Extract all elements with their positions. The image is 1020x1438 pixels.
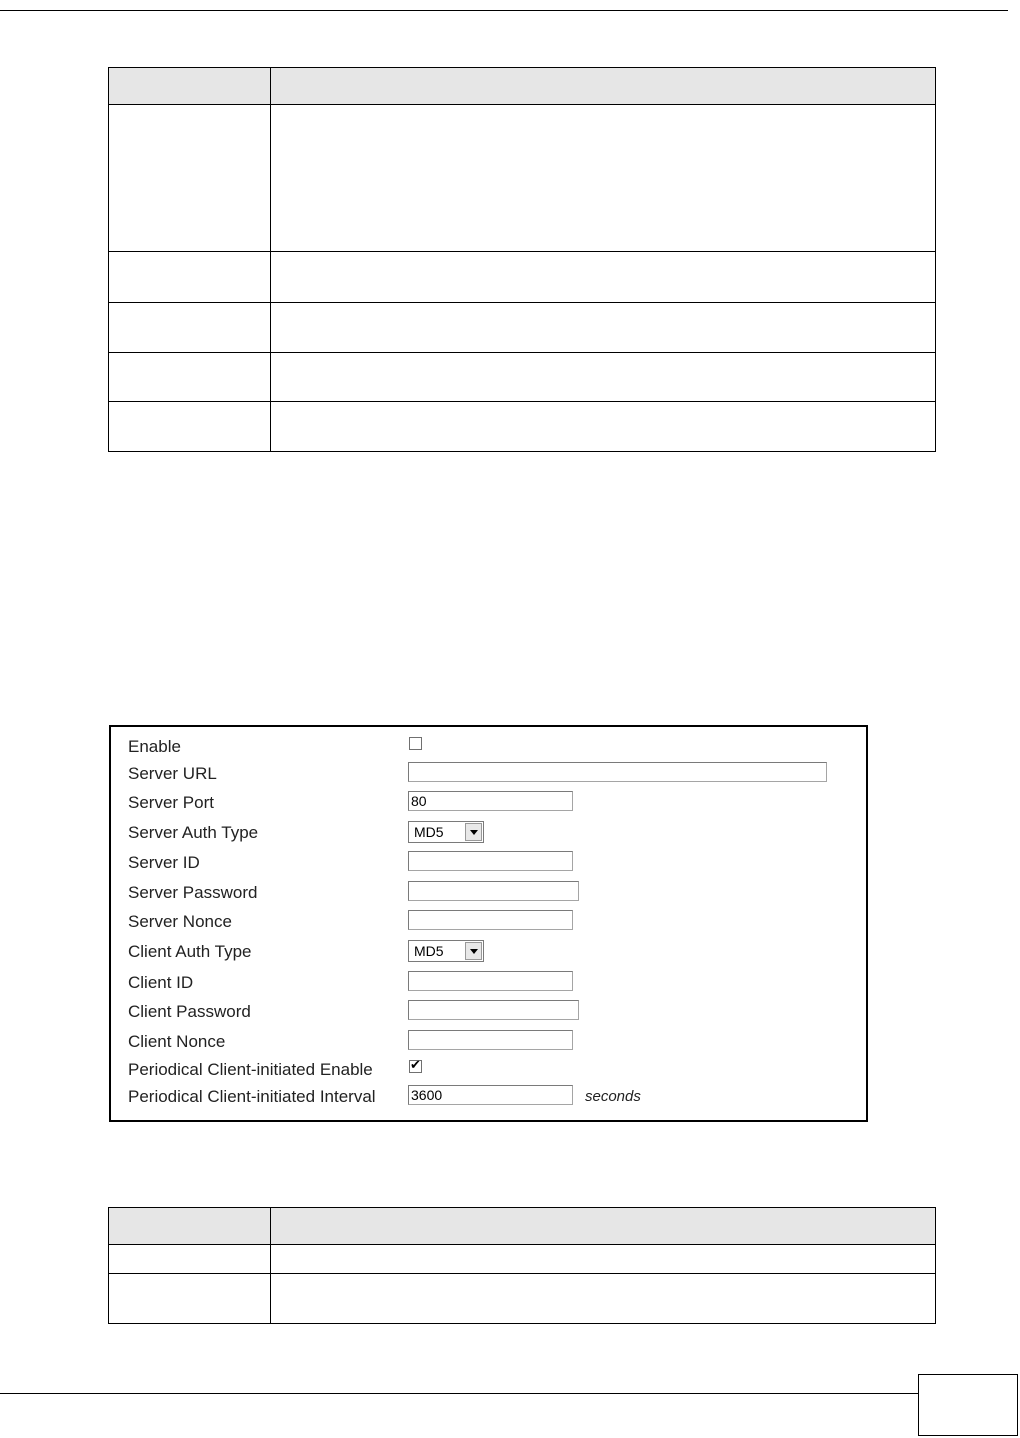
client-id-label: Client ID bbox=[128, 973, 194, 992]
table-cell bbox=[271, 402, 936, 452]
periodic-enable-label: Periodical Client-initiated Enable bbox=[128, 1060, 373, 1079]
table-cell bbox=[109, 1245, 271, 1274]
table-header-description bbox=[271, 1208, 936, 1245]
client-id-row bbox=[111, 971, 866, 995]
table-header-label bbox=[109, 1208, 271, 1245]
server-password-label: Server Password bbox=[128, 883, 258, 902]
table-cell bbox=[271, 105, 936, 252]
chevron-down-icon[interactable] bbox=[465, 823, 482, 841]
interval-unit: seconds bbox=[585, 1088, 641, 1105]
client-auth-type-label: Client Auth Type bbox=[128, 942, 252, 961]
description-table-bottom bbox=[108, 1207, 936, 1324]
table-cell bbox=[271, 303, 936, 353]
enable-checkbox[interactable] bbox=[409, 737, 422, 750]
server-nonce-label: Server Nonce bbox=[128, 912, 232, 931]
server-auth-type-select[interactable] bbox=[408, 821, 484, 843]
client-nonce-row bbox=[111, 1030, 866, 1054]
server-nonce-input[interactable] bbox=[408, 910, 573, 930]
server-url-row bbox=[111, 762, 866, 786]
table-cell bbox=[271, 1274, 936, 1324]
enable-label: Enable bbox=[128, 737, 181, 756]
client-nonce-label: Client Nonce bbox=[128, 1032, 226, 1051]
table-cell bbox=[109, 402, 271, 452]
server-auth-type-row bbox=[111, 821, 866, 845]
server-url-label: Server URL bbox=[128, 764, 217, 783]
client-auth-type-value: MD5 bbox=[414, 943, 444, 959]
footer-rule bbox=[0, 1393, 918, 1394]
server-nonce-row bbox=[111, 910, 866, 934]
client-password-label: Client Password bbox=[128, 1002, 251, 1021]
server-id-label: Server ID bbox=[128, 853, 200, 872]
client-auth-type-select[interactable] bbox=[408, 940, 484, 962]
server-id-input[interactable] bbox=[408, 851, 573, 871]
periodic-interval-input[interactable] bbox=[408, 1085, 573, 1105]
client-password-row bbox=[111, 1000, 866, 1024]
tr069-settings-screenshot bbox=[109, 725, 868, 1122]
table-header-label bbox=[109, 68, 271, 105]
client-id-input[interactable] bbox=[408, 971, 573, 991]
server-auth-type-label: Server Auth Type bbox=[128, 823, 259, 842]
client-auth-type-row bbox=[111, 940, 866, 964]
enable-row bbox=[111, 735, 866, 759]
server-port-input[interactable] bbox=[408, 791, 573, 811]
table-cell bbox=[271, 1245, 936, 1274]
description-table-top bbox=[108, 67, 936, 452]
table-cell bbox=[271, 353, 936, 402]
client-nonce-input[interactable] bbox=[408, 1030, 573, 1050]
table-header-description bbox=[271, 68, 936, 105]
server-url-input[interactable] bbox=[408, 762, 827, 782]
server-id-row bbox=[111, 851, 866, 875]
check-icon: ✔ bbox=[410, 1057, 421, 1072]
server-auth-type-value: MD5 bbox=[414, 824, 444, 840]
table-cell bbox=[109, 105, 271, 252]
periodic-interval-row bbox=[111, 1085, 866, 1109]
periodic-interval-label: Periodical Client-initiated Interval bbox=[128, 1087, 376, 1106]
page-number-box bbox=[918, 1374, 1018, 1436]
server-port-label: Server Port bbox=[128, 793, 214, 812]
header-rule bbox=[0, 10, 1008, 11]
periodic-enable-row bbox=[111, 1058, 866, 1082]
server-port-row bbox=[111, 791, 866, 815]
periodic-enable-checkbox[interactable] bbox=[409, 1057, 422, 1073]
client-password-input[interactable] bbox=[408, 1000, 579, 1020]
table-cell bbox=[109, 252, 271, 303]
table-cell bbox=[109, 303, 271, 353]
table-cell bbox=[271, 252, 936, 303]
server-password-row bbox=[111, 881, 866, 905]
table-cell bbox=[109, 1274, 271, 1324]
chevron-down-icon[interactable] bbox=[465, 942, 482, 960]
server-password-input[interactable] bbox=[408, 881, 579, 901]
table-cell bbox=[109, 353, 271, 402]
